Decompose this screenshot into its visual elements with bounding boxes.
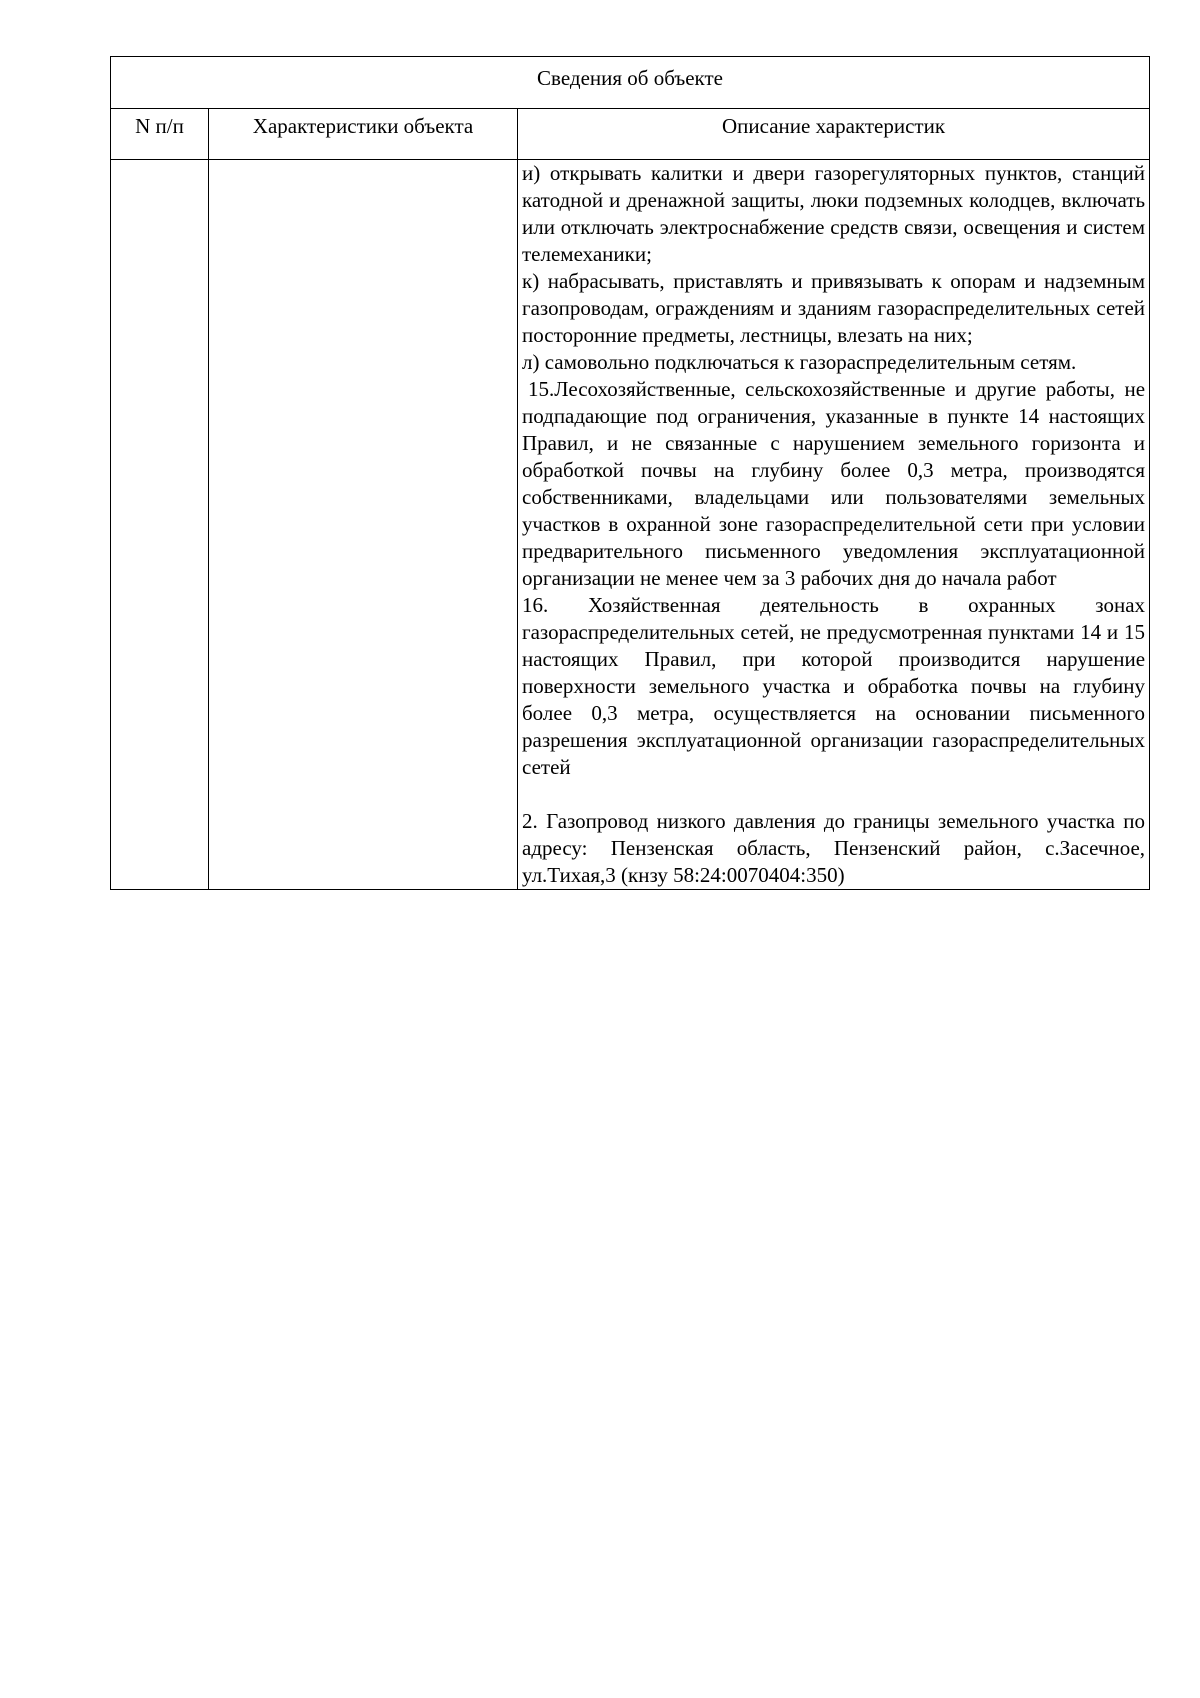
description-paragraph: 15.Лесохозяйственные, сельскохозяйственные и другие работы, не подпадающие под ограничения, указанные в пункте 14 настоящих Правил, и не связанные с нарушением земельного горизонта и обработкой почвы на глубину более 0,3 метра, производятся собственниками, владельцами или пользователями земельных участков в охранной зоне газораспределительной сети при условии предварительного письменного уведомления эксплуатационной организации не менее чем за 3 рабочих дня до начала работ <box>522 377 1146 590</box>
description-paragraph: л) самовольно подключаться к газораспределительным сетям. <box>522 350 1077 374</box>
row-description-cell <box>518 160 1150 890</box>
description-paragraph: 16. Хозяйственная деятельность в охранных зонах газораспределительных сетей, не предусмотренная пунктами 14 и 15 настоящих Правил, при которой производится нарушение поверхности земельного участка и обработка почвы на глубину более 0,3 метра, осуществляется на основании письменного разрешения эксплуатационной организации газораспределительных сетей <box>522 593 1146 779</box>
column-header-number: N п/п <box>111 109 209 160</box>
table-title: Сведения об объекте <box>111 57 1150 109</box>
description-paragraph: 2. Газопровод низкого давления до границы земельного участка по адресу: Пензенская область, Пензенский район, с.Засечное, ул.Тихая,3 (кнзу 58:24:0070404:350) <box>522 809 1146 887</box>
column-header-characteristic: Характеристики объекта <box>209 109 518 160</box>
description-paragraph: к) набрасывать, приставлять и привязывать к опорам и надземным газопроводам, ограждениям и зданиям газораспределительных сетей посторонние предметы, лестницы, влезать на них; <box>522 269 1146 347</box>
row-characteristic-cell <box>209 160 518 890</box>
table-title-row <box>111 57 1150 109</box>
table-row <box>111 160 1150 890</box>
object-info-table <box>110 56 1150 890</box>
row-number-cell <box>111 160 209 890</box>
table-header-row <box>111 109 1150 160</box>
description-paragraph: и) открывать калитки и двери газорегуляторных пунктов, станций катодной и дренажной защиты, люки подземных колодцев, включать или отключать электроснабжение средств связи, освещения и систем телемеханики; <box>522 161 1146 266</box>
column-header-description: Описание характеристик <box>518 109 1150 160</box>
